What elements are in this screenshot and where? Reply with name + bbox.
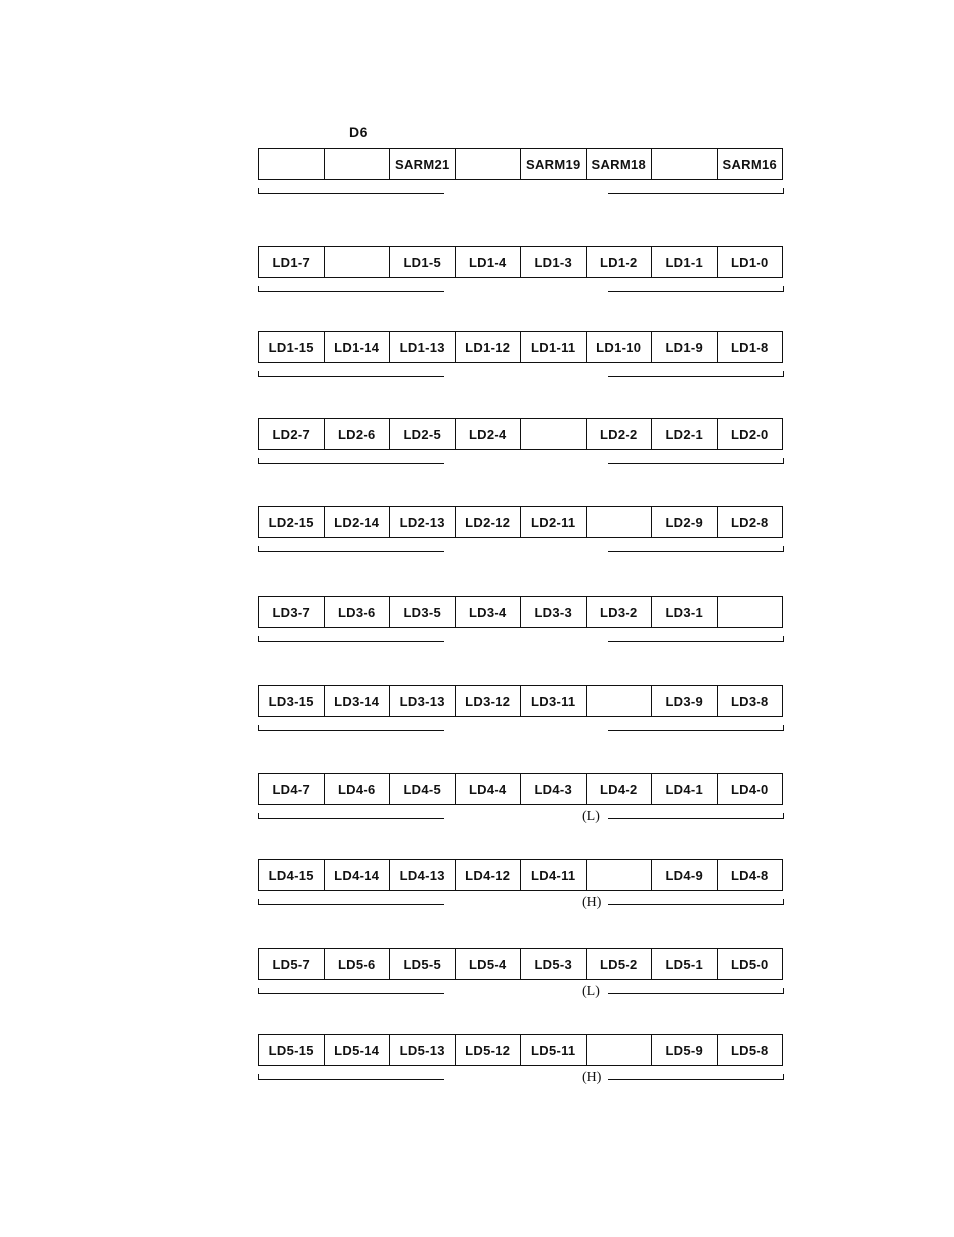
register-bit-cell: LD4-5 (390, 774, 456, 804)
register-bit-cell: LD3-1 (652, 597, 718, 627)
register-bit-cell (587, 1035, 653, 1065)
register-bit-cell: LD2-1 (652, 419, 718, 449)
register-bit-cell: LD4-15 (259, 860, 325, 890)
register-bit-cell: LD3-14 (325, 686, 391, 716)
register-bit-cell: LD2-4 (456, 419, 522, 449)
register-bit-cell: LD1-0 (730, 254, 769, 270)
register-bit-cell: LD5-11 (521, 1035, 587, 1065)
register-bit-cell: LD2-12 (456, 507, 522, 537)
register-bit-cell: LD2-14 (325, 507, 391, 537)
register-bit-cell: LD5-5 (390, 949, 456, 979)
register-bit-cell: LD4-11 (521, 860, 587, 890)
bracket-right (608, 188, 784, 194)
register-bit-cell (325, 149, 391, 179)
register-cells (258, 596, 783, 628)
register-bit-cell: LD2-11 (521, 507, 587, 537)
register-bit-cell: LD5-4 (456, 949, 522, 979)
register-bit-cell: LD1-10 (587, 332, 653, 362)
register-bit-cell: SARM21 (390, 149, 456, 179)
register-row (258, 596, 783, 628)
register-bit-cell: LD5-2 (587, 949, 653, 979)
register-row (258, 1034, 783, 1085)
register-bit-cell: LD1-11 (521, 332, 587, 362)
register-row (258, 506, 783, 538)
register-bit-cell: LD5-6 (325, 949, 391, 979)
register-bit-cell (456, 149, 522, 179)
register-bit-cell: LD2-5 (390, 419, 456, 449)
register-bit-cell: LD2-7 (259, 419, 325, 449)
register-bit-cell: LD2-15 (259, 507, 325, 537)
register-bit-cell: LD1-15 (259, 332, 325, 362)
register-bit-cell: LD3-5 (390, 597, 456, 627)
register-bit-cell: LD5-8 (730, 1042, 769, 1058)
bracket-right (608, 458, 784, 464)
register-bit-cell: LD2-8 (730, 514, 769, 530)
bracket-left (258, 286, 444, 292)
bracket-right (608, 1074, 784, 1080)
register-bit-cell: LD4-2 (587, 774, 653, 804)
bracket-left (258, 636, 444, 642)
register-bit-cell: LD4-4 (456, 774, 522, 804)
register-bit-cell: LD2-0 (730, 426, 769, 442)
register-row (258, 685, 783, 717)
register-bit-cell: LD5-12 (456, 1035, 522, 1065)
register-bit-cell: LD2-6 (325, 419, 391, 449)
register-bit-cell: LD4-1 (652, 774, 718, 804)
register-bit-cell: LD3-11 (521, 686, 587, 716)
column-header-d6: D6 (349, 124, 368, 140)
register-bit-cell: LD1-5 (390, 247, 456, 277)
register-bit-cell: LD3-7 (259, 597, 325, 627)
register-bit-cell (718, 597, 783, 627)
bracket-left (258, 899, 444, 905)
bracket-right (608, 725, 784, 731)
register-bit-cell: LD3-13 (390, 686, 456, 716)
register-bit-cell: LD4-8 (730, 867, 769, 883)
register-bit-cell: LD3-2 (587, 597, 653, 627)
register-bit-cell: SARM19 (521, 149, 587, 179)
register-row (258, 418, 783, 450)
register-bit-cell: LD5-13 (390, 1035, 456, 1065)
register-bit-cell: LD1-2 (587, 247, 653, 277)
register-bit-cell: LD3-4 (456, 597, 522, 627)
register-bit-cell: LD3-3 (521, 597, 587, 627)
bracket-left (258, 813, 444, 819)
register-row (258, 246, 783, 278)
bracket-left (258, 188, 444, 194)
register-bit-cell (587, 686, 653, 716)
register-bit-cell: LD1-4 (456, 247, 522, 277)
byte-mark: (H) (582, 895, 602, 910)
register-bit-cell: LD4-13 (390, 860, 456, 890)
register-bit-cell: LD1-9 (652, 332, 718, 362)
register-cells (258, 859, 783, 891)
register-bit-cell: LD5-3 (521, 949, 587, 979)
register-cells (258, 773, 783, 805)
register-bit-cell: LD4-3 (521, 774, 587, 804)
register-cells (258, 331, 783, 363)
register-bit-cell: LD3-8 (730, 693, 769, 709)
bracket-left (258, 546, 444, 552)
register-bit-cell: LD4-9 (652, 860, 718, 890)
register-bit-cell: LD1-3 (521, 247, 587, 277)
register-cells (258, 948, 783, 980)
register-bit-cell: SARM16 (722, 156, 778, 172)
byte-mark: (L) (582, 809, 600, 824)
register-row (258, 948, 783, 999)
bracket-left (258, 371, 444, 377)
register-row (258, 331, 783, 363)
register-row (258, 859, 783, 910)
register-bit-cell: SARM18 (587, 149, 653, 179)
register-bit-cell: LD3-9 (652, 686, 718, 716)
register-bit-cell: LD4-14 (325, 860, 391, 890)
bracket-left (258, 988, 444, 994)
register-bit-cell: LD5-1 (652, 949, 718, 979)
register-bit-cell (587, 507, 653, 537)
register-bit-cell: LD2-13 (390, 507, 456, 537)
register-bit-cell: LD1-1 (652, 247, 718, 277)
register-bit-cell: LD5-15 (259, 1035, 325, 1065)
register-bit-cell: LD3-12 (456, 686, 522, 716)
byte-mark: (L) (582, 984, 600, 999)
register-row (258, 773, 783, 824)
register-bit-cell (652, 149, 718, 179)
register-bit-cell: LD5-7 (259, 949, 325, 979)
bracket-right (608, 286, 784, 292)
register-bit-cell: LD5-0 (730, 956, 769, 972)
register-cells (258, 246, 783, 278)
register-bit-cell: LD5-14 (325, 1035, 391, 1065)
bracket-right (608, 813, 784, 819)
bracket-left (258, 1074, 444, 1080)
register-bit-cell: LD4-0 (730, 781, 769, 797)
register-cells (258, 418, 783, 450)
register-bit-cell: LD2-2 (587, 419, 653, 449)
byte-mark: (H) (582, 1070, 602, 1085)
register-bit-cell: LD4-12 (456, 860, 522, 890)
register-bit-cell (259, 149, 325, 179)
bracket-left (258, 458, 444, 464)
register-cells (258, 685, 783, 717)
register-bit-cell: LD4-7 (259, 774, 325, 804)
bracket-right (608, 546, 784, 552)
register-bit-cell (521, 419, 587, 449)
bracket-right (608, 371, 784, 377)
register-bit-cell: LD1-8 (730, 339, 769, 355)
register-bit-cell: LD5-9 (652, 1035, 718, 1065)
bracket-left (258, 725, 444, 731)
register-bit-cell: LD2-9 (652, 507, 718, 537)
bracket-right (608, 636, 784, 642)
register-bit-cell: LD3-6 (325, 597, 391, 627)
register-bit-cell (587, 860, 653, 890)
register-bit-cell: LD4-6 (325, 774, 391, 804)
bracket-right (608, 988, 784, 994)
register-bit-cell: LD3-15 (259, 686, 325, 716)
register-bit-cell: LD1-7 (259, 247, 325, 277)
register-cells (258, 1034, 783, 1066)
register-bit-cell: LD1-12 (456, 332, 522, 362)
register-row (258, 148, 783, 180)
register-cells (258, 148, 783, 180)
register-bit-cell: LD1-13 (390, 332, 456, 362)
bracket-right (608, 899, 784, 905)
register-bit-cell: LD1-14 (325, 332, 391, 362)
register-cells (258, 506, 783, 538)
register-bit-cell (325, 247, 391, 277)
